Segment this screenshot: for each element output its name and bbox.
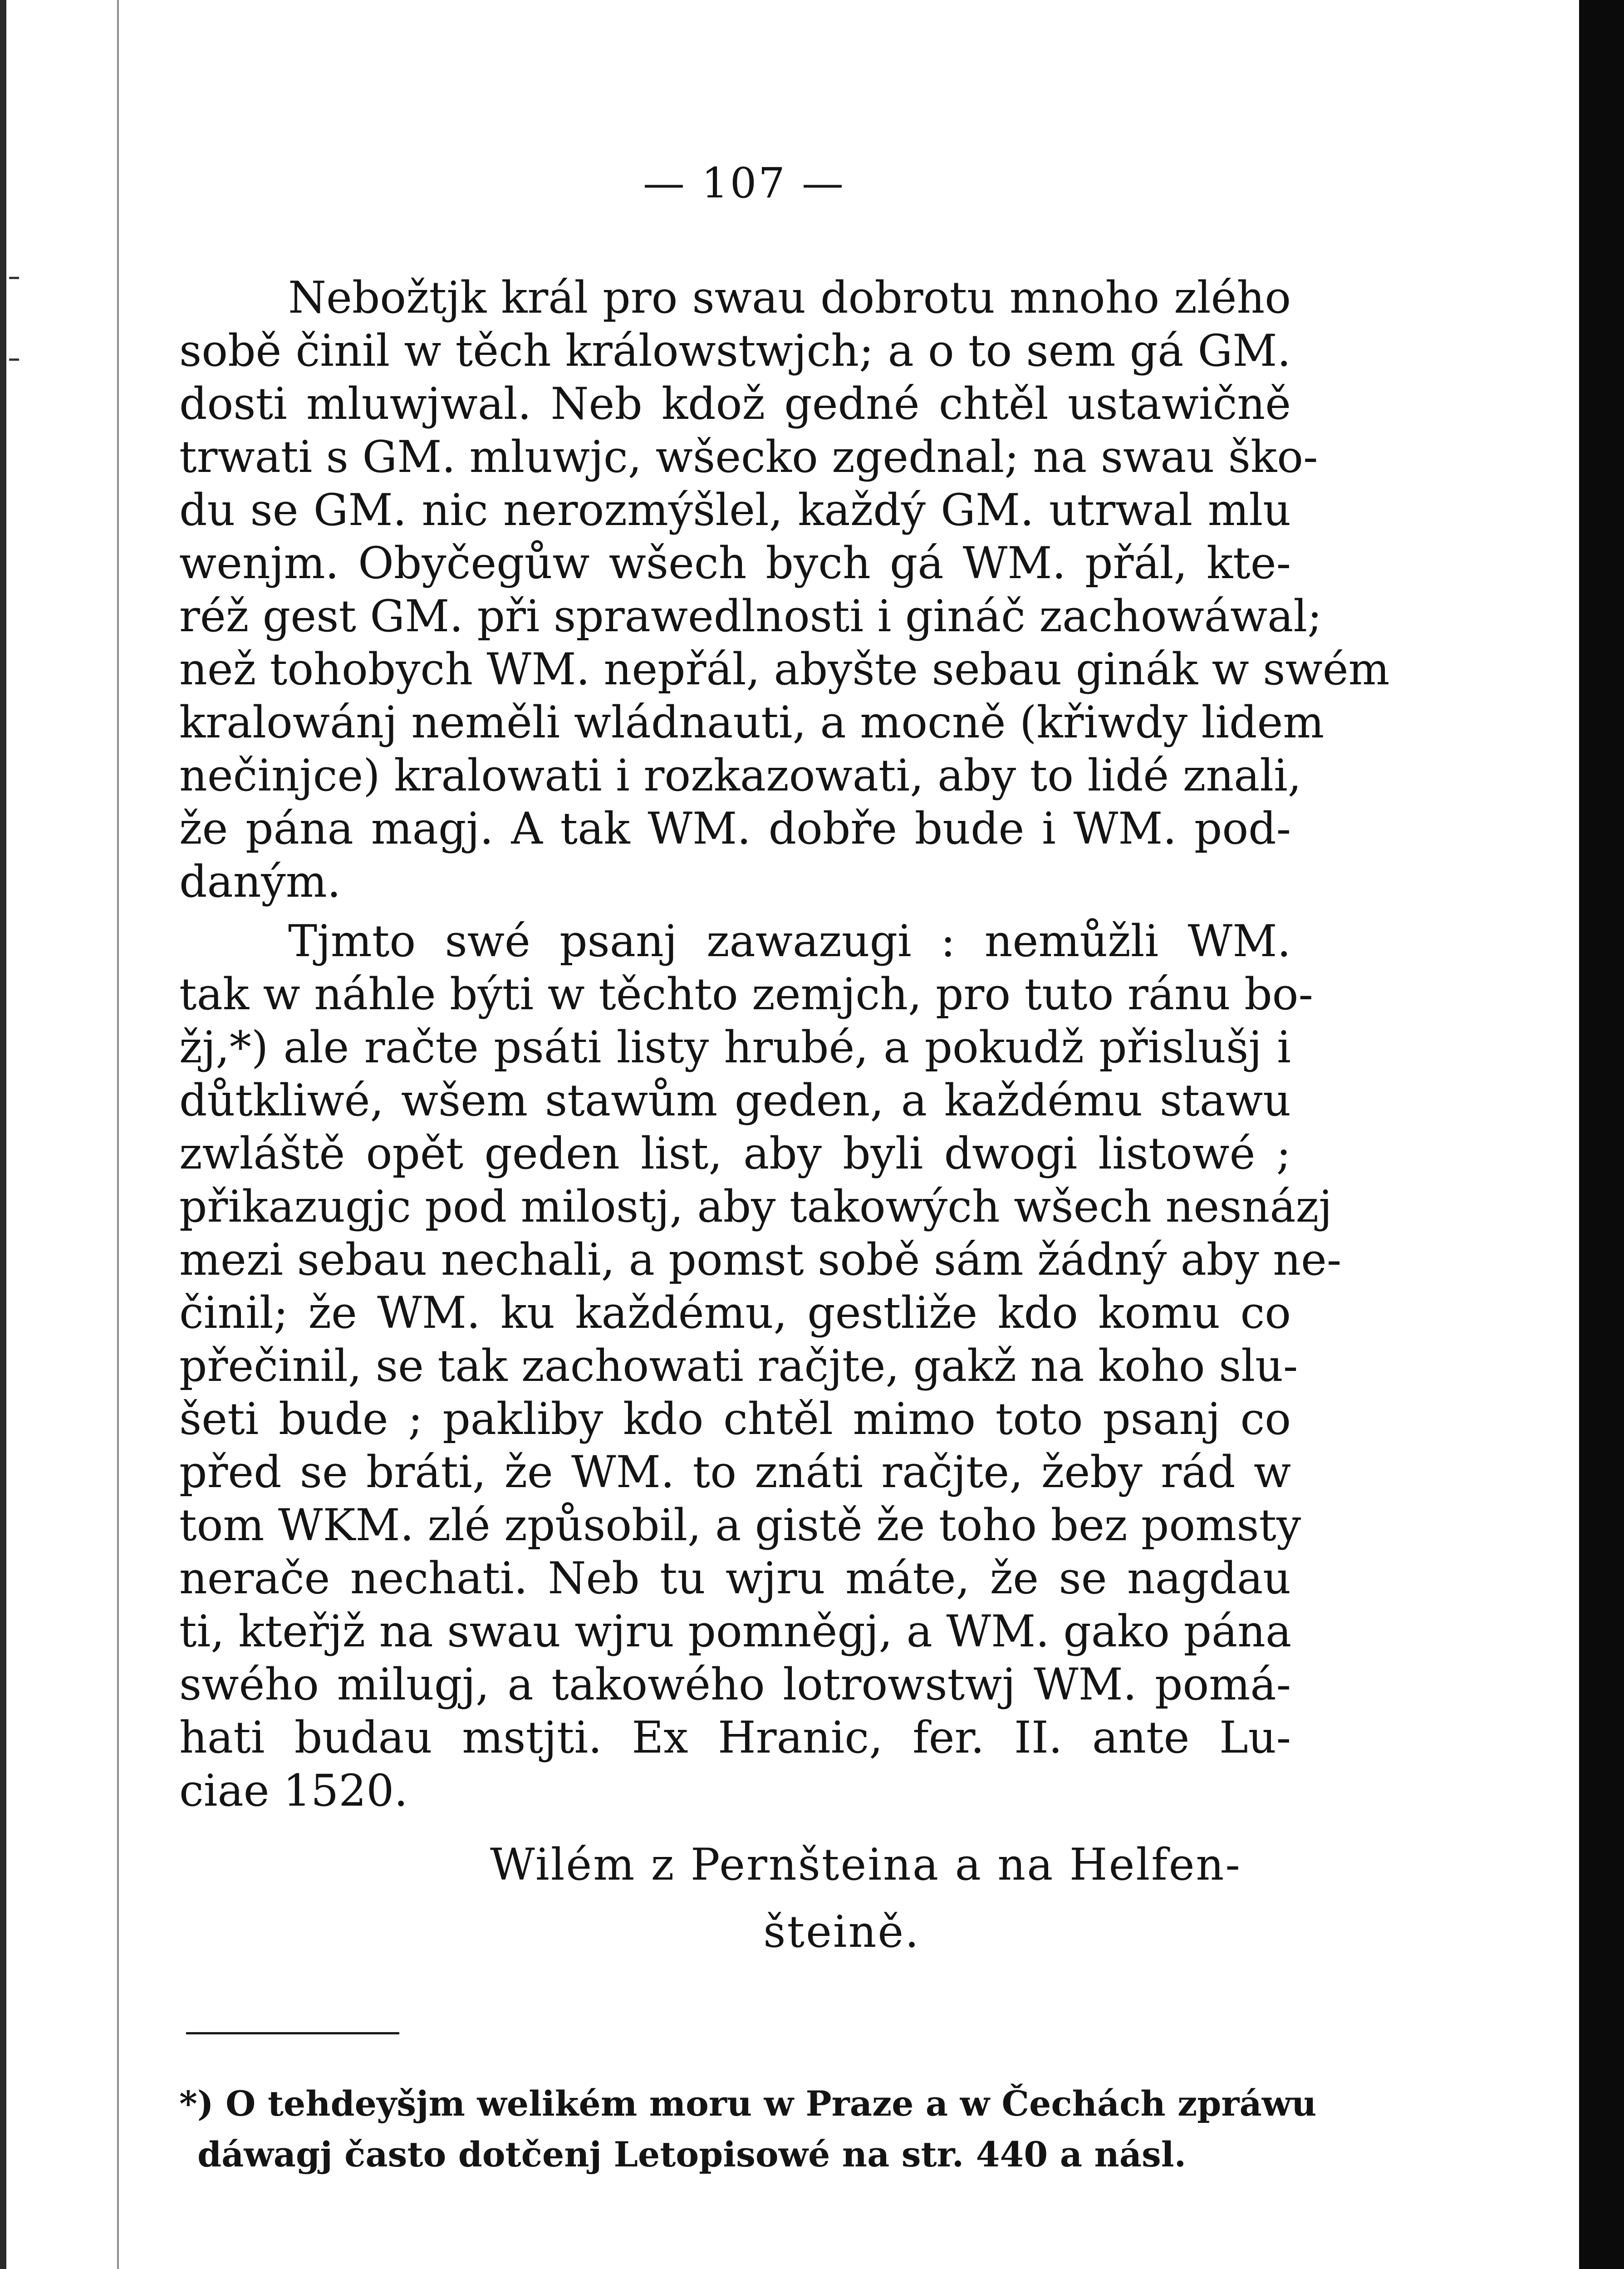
scan-border [1579,0,1624,2269]
text-line: du se GM. nic nerozmýšlel, každý GM. utrwal mlu [179,485,1291,535]
text-line: přikazugjc pod milostj, aby takowých wšech nesnázj [179,1181,1332,1232]
text-line: mezi sebau nechali, a pomst sobě sám žádný aby ne- [179,1234,1342,1285]
text-line: zwláště opět geden list, aby byli dwogi listowé ; [179,1128,1291,1179]
text-line: před se bráti, že WM. to znáti račjte, žeby rád w [179,1447,1291,1498]
page-number: — 107 — [643,159,846,207]
signature-block [490,1831,1241,1965]
footnote-line: *) O tehdeyšjm welikém moru w Praze a w Čechách zpráwu [179,2083,1317,2124]
text-line: wenjm. Obyčegůw wšech bych gá WM. přál, kte- [179,538,1291,589]
signature-line: Wilém z Pernšteina a na Helfen- [490,1839,1241,1890]
text-line: že pána magj. A tak WM. dobře bude i WM. pod- [179,803,1291,854]
footnote-divider [186,2032,399,2034]
text-line: kralowánj neměli wládnauti, a mocně (křiwdy lidem [179,697,1325,748]
signature-line: šteině. [763,1906,920,1957]
footnote [179,2078,1317,2180]
text-line: tom WKM. zlé způsobil, a gistě že toho bez pomsty [179,1500,1301,1551]
text-line: trwati s GM. mluwjc, wšecko zgednal; na swau ško- [179,432,1318,482]
text-line: swého milugj, a takowého lotrowstwj WM. pomá- [179,1659,1291,1710]
footnote-line: dáwagj často dotčenj Letopisowé na str. 440 a násl. [197,2134,1187,2175]
scan-edge-line [117,0,119,2269]
text-line: sobě činil w těch králowstwjch; a o to sem gá GM. [179,325,1291,376]
text-line: ti, kteřjž na swau wjru pomněgj, a WM. gako pána [179,1606,1292,1657]
text-line: šeti bude ; pakliby kdo chtěl mimo toto psanj co [179,1394,1291,1444]
binding-gutter [0,0,6,2269]
text-line: hati budau mstjti. Ex Hranic, fer. II. ante Lu- [179,1712,1291,1763]
text-line: ciae 1520. [179,1765,408,1816]
text-line: réž gest GM. při sprawedlnosti i gináč zachowáwal; [179,591,1322,642]
text-line: činil; že WM. ku každému, gestliže kdo komu co [179,1287,1291,1338]
gutter-mark [9,359,19,361]
main-text [179,271,1390,1817]
text-line: daným. [179,856,341,907]
text-line: Nebožtjk král pro swau dobrotu mnoho zlého [288,272,1291,323]
text-line: než tohobych WM. nepřál, abyšte sebau ginák w swém [179,644,1390,695]
gutter-mark [9,277,19,279]
text-line: tak w náhle býti w těchto zemjch, pro tuto ránu bo- [179,969,1313,1020]
text-line: žj,*) ale račte psáti listy hrubé, a pokudž přislušj i [179,1022,1291,1073]
text-line: nerače nechati. Neb tu wjru máte, že se nagdau [179,1553,1291,1604]
text-line: dosti mluwjwal. Neb kdož gedné chtěl ustawičně [179,378,1291,429]
text-line: důtkliwé, wšem stawům geden, a každému stawu [179,1075,1291,1126]
text-line: Tjmto swé psanj zawazugi : nemůžli WM. [288,916,1291,967]
text-line: nečinjce) kralowati i rozkazowati, aby to lidé znali, [179,750,1302,801]
text-line: přečinil, se tak zachowati račjte, gakž na koho slu- [179,1341,1298,1391]
